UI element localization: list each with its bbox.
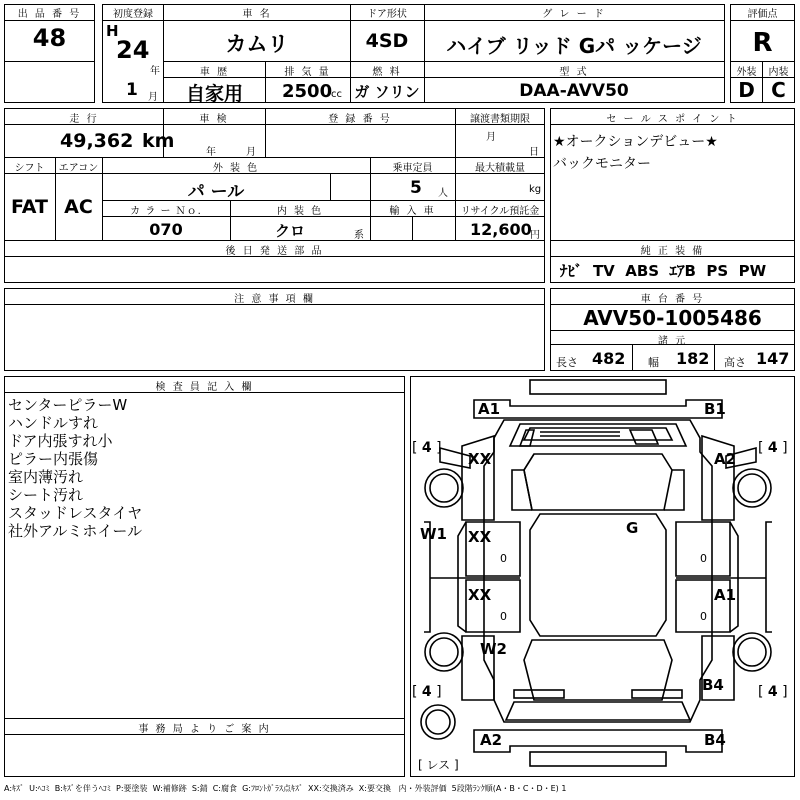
grade-label: グ レ ー ド xyxy=(542,9,606,20)
mark-right-rear-door: A1 xyxy=(714,586,737,604)
width-label: 幅 xyxy=(648,356,659,369)
spare-tire: [ レス ] xyxy=(418,758,459,772)
interior-grade-value: C xyxy=(771,78,786,102)
mark-zero: 0 xyxy=(500,552,507,565)
capacity-label: 乗車定員 xyxy=(392,163,433,174)
inspection-year-unit: 年 xyxy=(206,147,216,158)
door-value: 4SD xyxy=(365,30,409,52)
car-name-label: 車 名 xyxy=(242,9,272,20)
int-color-unit: 系 xyxy=(354,230,364,241)
int-color-label: 内 装 色 xyxy=(276,206,324,217)
inspector-line: シート汚れ xyxy=(8,486,84,504)
mark-left-rear-door: XX xyxy=(468,586,492,604)
office-label: 事 務 局 よ り ご 案 内 xyxy=(138,724,271,735)
lot-no-label: 出 品 番 号 xyxy=(17,9,82,20)
recycle-label: リサイクル預託金 xyxy=(460,206,540,217)
color-no-value: 070 xyxy=(149,220,183,239)
year-unit: 年 xyxy=(150,66,160,77)
load-unit: kg xyxy=(529,184,542,195)
reg-no-label: 登 録 番 号 xyxy=(328,114,392,125)
inspection-month-unit: 月 xyxy=(246,147,256,158)
exterior-label: 外装 xyxy=(736,67,757,78)
displacement-unit: cc xyxy=(331,89,342,100)
lot-no-value: 48 xyxy=(32,24,67,52)
ext-color-value: パ ール xyxy=(187,182,245,202)
chassis-no-label: 車 台 番 号 xyxy=(640,294,705,305)
int-color-value: クロ xyxy=(274,222,305,240)
ext-color-label: 外 装 色 xyxy=(212,163,260,174)
mark-zero: 0 xyxy=(700,610,707,623)
recycle-unit: 円 xyxy=(530,230,540,241)
transfer-deadline-label: 譲渡書類期限 xyxy=(470,114,530,125)
mark-rear-right: B4 xyxy=(704,731,726,749)
mileage-value: 49,362 xyxy=(60,130,134,152)
width-value: 182 xyxy=(676,349,710,368)
inspector-line: スタッドレスタイヤ xyxy=(8,504,143,522)
inspector-line: 社外アルミホイール xyxy=(8,522,143,540)
mark-pillar-left: W1 xyxy=(420,525,447,543)
mark-roof: G xyxy=(626,519,639,537)
tire-rear-left: [ 4 ] xyxy=(412,684,442,700)
genuine-equipment-value: ﾅﾋﾞ TV ABS ｴｱB PS PW xyxy=(560,262,767,280)
mileage-label: 走 行 xyxy=(69,114,99,125)
month-unit: 月 xyxy=(148,92,158,103)
genuine-equipment-label: 純 正 装 備 xyxy=(640,246,705,257)
notes-label: 注 意 事 項 欄 xyxy=(234,294,315,305)
mark-front-right: B1 xyxy=(704,400,726,418)
sales-point-line: バックモニター xyxy=(553,156,651,172)
capacity-value: 5 xyxy=(410,178,422,198)
sales-point-label: セ ー ル ス ポ イ ン ト xyxy=(606,114,739,125)
recycle-value: 12,600 xyxy=(470,220,532,239)
ac-value: AC xyxy=(64,196,93,218)
mark-right-front-fender: A2 xyxy=(714,450,737,468)
capacity-unit: 人 xyxy=(438,188,448,199)
model-value: DAA-AVV50 xyxy=(519,81,629,101)
exterior-grade-value: D xyxy=(738,78,755,102)
height-value: 147 xyxy=(756,349,790,368)
max-load-label: 最大積載量 xyxy=(475,163,525,174)
car-name-value: カムリ xyxy=(225,32,289,56)
mark-left-rear-fender: W2 xyxy=(480,640,507,658)
fuel-value: ガ ソリン xyxy=(354,83,420,101)
tire-front-left: [ 4 ] xyxy=(412,440,442,456)
mark-right-rear-fender: B4 xyxy=(702,676,724,694)
length-label: 長さ xyxy=(556,356,578,369)
tire-rear-right: [ 4 ] xyxy=(758,684,788,700)
chassis-no-value: AVV50-1005486 xyxy=(583,306,762,330)
ac-label: エアコン xyxy=(58,163,99,174)
later-parts-label: 後 日 発 送 部 品 xyxy=(225,246,324,257)
inspector-line: ドア内張すれ小 xyxy=(8,432,113,450)
mark-zero: 0 xyxy=(700,552,707,565)
mileage-unit: km xyxy=(142,130,175,152)
inspector-line: 室内薄汚れ xyxy=(8,468,84,486)
inspection-label: 車 検 xyxy=(199,114,229,125)
tire-front-right: [ 4 ] xyxy=(758,440,788,456)
inspector-line: センターピラーW xyxy=(8,396,128,414)
month-value: 1 xyxy=(126,80,138,100)
transfer-month-unit: 月 xyxy=(486,132,496,143)
door-label: ドア形状 xyxy=(367,9,407,20)
spec-label: 諸 元 xyxy=(657,336,688,347)
height-label: 高さ xyxy=(724,356,746,369)
mark-zero: 0 xyxy=(500,610,507,623)
interior-label: 内装 xyxy=(768,67,789,78)
displacement-value: 2500 xyxy=(282,81,333,102)
grade-value: ハイブ リッド Gパ ッケージ xyxy=(446,34,702,58)
first-reg-label: 初度登録 xyxy=(113,9,153,20)
color-no-label: カ ラ ー Ｎｏ. xyxy=(130,206,202,217)
score-value: R xyxy=(752,28,773,58)
history-value: 自家用 xyxy=(185,83,243,105)
length-value: 482 xyxy=(592,349,626,368)
shift-value: FAT xyxy=(11,196,48,218)
inspector-line: ピラー内張傷 xyxy=(8,450,99,468)
era-value: H xyxy=(106,22,119,40)
score-label: 評価点 xyxy=(747,9,778,20)
shift-label: シフト xyxy=(14,163,45,174)
fuel-label: 燃 料 xyxy=(372,67,402,78)
mark-front-left: A1 xyxy=(478,400,501,418)
import-label: 輸 入 車 xyxy=(389,206,436,217)
mark-left-front-fender: XX xyxy=(468,450,492,468)
displacement-label: 排 気 量 xyxy=(284,67,331,78)
sales-point-line: ★オークションデビュー★ xyxy=(553,134,718,150)
year-value: 24 xyxy=(116,36,150,64)
inspector-label: 検 査 員 記 入 欄 xyxy=(155,382,254,393)
transfer-day-unit: 日 xyxy=(529,147,539,158)
history-label: 車 歴 xyxy=(199,67,230,78)
legend: A:ｷｽﾞ U:ﾍｺﾐ B:ｷｽﾞを伴うﾍｺﾐ P:要塗装 W:補修跡 S:錆 C:腐食 G:ﾌﾛﾝﾄｶﾞﾗｽ点ｷｽﾞ XX:交換済み X:要交換 内・外装評価 5段階ﾗﾝｸ順(A・B・C・D・E) 1 xyxy=(4,784,567,793)
inspector-line: ハンドルすれ xyxy=(8,414,99,432)
mark-rear-left: A2 xyxy=(480,731,503,749)
mark-left-front-door: XX xyxy=(468,528,492,546)
model-label: 型 式 xyxy=(559,67,589,78)
